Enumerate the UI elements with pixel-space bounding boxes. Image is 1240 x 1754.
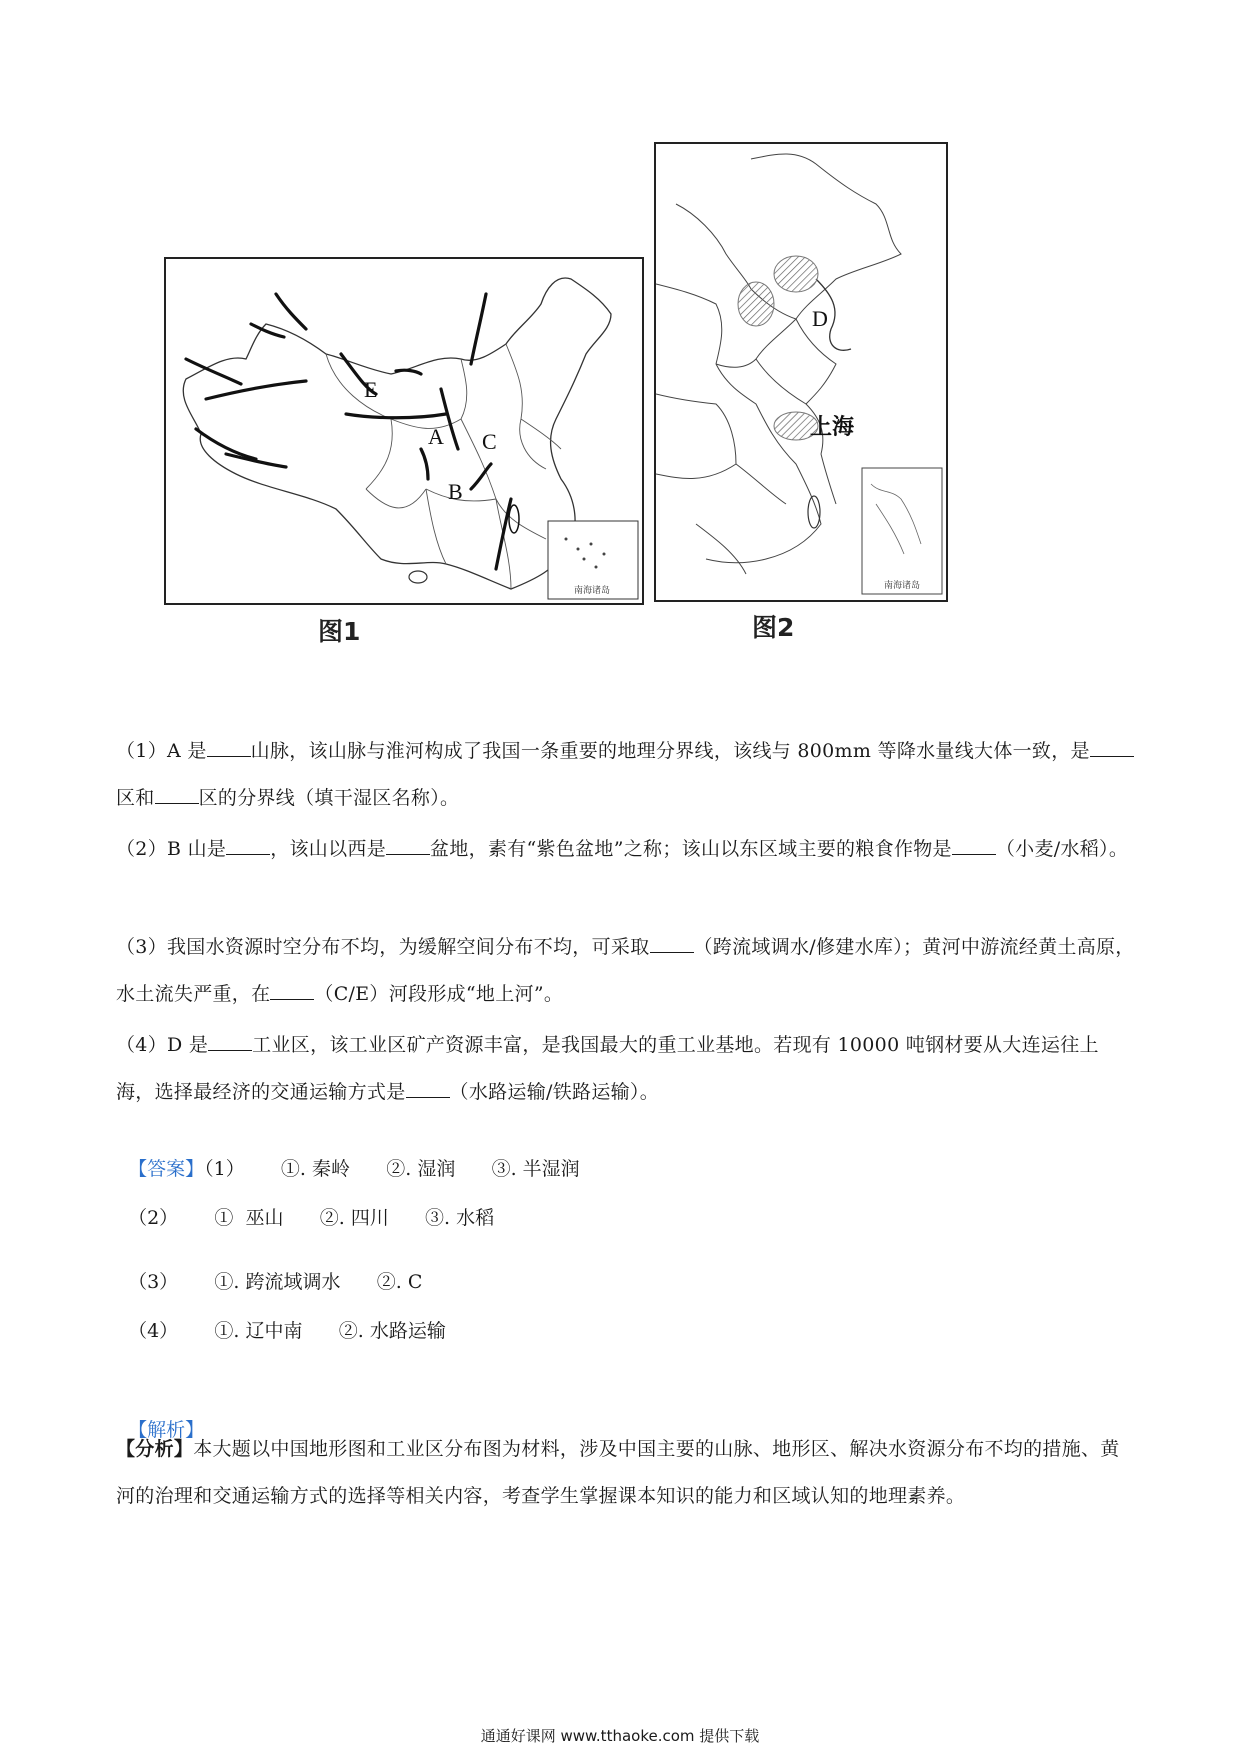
analysis-sub-tag: 【分析】 bbox=[116, 1438, 194, 1460]
q4-text-2: 工业区，该工业区矿产资源丰富，是我国最大的重工业基地。若现有 10000 吨钢材要从大连运往上海，选择最经济的交通运输方式是 bbox=[116, 1034, 1099, 1103]
q2-text-4: （小麦/水稻）。 bbox=[995, 838, 1129, 860]
figure-1-china-map bbox=[164, 257, 644, 605]
answer-1-text: （1） ①. 秦岭 ②. 湿润 ③. 半湿润 bbox=[204, 1158, 580, 1180]
q1-text-3: 是 bbox=[1070, 740, 1090, 762]
q3-text-2: （跨流域调水/修建水库）；黄河中游流经黄土高原，水土流失严重，在 bbox=[116, 936, 1135, 1005]
hatch-region-d1 bbox=[738, 282, 774, 326]
q3-blank-2 bbox=[270, 998, 314, 1000]
inset-label: 南海诸岛 bbox=[573, 586, 611, 596]
east-china-map bbox=[656, 144, 946, 600]
country-border bbox=[183, 278, 611, 589]
q1-text-5: 区的分界线（填干湿区名称）。 bbox=[198, 787, 460, 809]
label-B: B bbox=[448, 479, 463, 504]
label-shanghai: 上海 bbox=[810, 415, 855, 440]
q3-text-3: （C/E）河段形成“地上河”。 bbox=[314, 983, 564, 1005]
q4-blank-2 bbox=[406, 1096, 450, 1098]
label-A: A bbox=[428, 424, 444, 449]
answer-1 bbox=[116, 1132, 580, 1181]
answer-4 bbox=[116, 1294, 446, 1343]
answer-3-text: （3） ①. 跨流域调水 ②. C bbox=[128, 1271, 423, 1293]
q2-text-2: ，该山以西是 bbox=[270, 838, 387, 860]
taiwan-island bbox=[808, 496, 820, 528]
label-D: D bbox=[812, 306, 828, 331]
mountain-ranges bbox=[186, 294, 511, 569]
analysis-paragraph bbox=[116, 1426, 1136, 1520]
question-1 bbox=[116, 728, 1136, 822]
inset-label: 南海诸岛 bbox=[883, 581, 921, 591]
q2-text-3: 盆地，素有“紫色盆地”之称；该山以东区域主要的粮食作物是 bbox=[430, 838, 952, 860]
answer-2-text: （2） ① 巫山 ②. 四川 ③. 水稻 bbox=[128, 1207, 495, 1229]
q1-blank-1 bbox=[207, 755, 251, 757]
label-C: C bbox=[482, 429, 497, 454]
q2-blank-2 bbox=[386, 853, 430, 855]
q2-blank-1 bbox=[226, 853, 270, 855]
q4-blank-1 bbox=[208, 1049, 252, 1051]
analysis-text: 本大题以中国地形图和工业区分布图为材料，涉及中国主要的山脉、地形区、解决水资源分布不均的措施、黄河的治理和交通运输方式的选择等相关内容，考查学生掌握课本知识的能力和区域认知的地理素养。 bbox=[116, 1438, 1120, 1507]
q4-text-1: （4）D 是 bbox=[116, 1034, 209, 1056]
answer-tag: 【答案】 bbox=[128, 1158, 205, 1180]
q4-text-3: （水路运输/铁路运输）。 bbox=[449, 1081, 660, 1103]
question-2 bbox=[116, 826, 1136, 873]
q1-text-2: 山脉，该山脉与淮河构成了我国一条重要的地理分界线，该线与 800mm 等降水量线大体一致， bbox=[250, 740, 1071, 762]
figure-2-caption: 图2 bbox=[752, 613, 795, 642]
figure-2-industrial-map bbox=[654, 142, 948, 602]
taiwan-island bbox=[509, 505, 519, 533]
answer-4-text: （4） ①. 辽中南 ②. 水路运输 bbox=[128, 1320, 446, 1342]
label-E: E bbox=[364, 377, 378, 402]
q1-text-1: （1）A 是 bbox=[116, 740, 207, 762]
china-outline-map bbox=[166, 259, 642, 603]
q1-text-4: 区和 bbox=[116, 787, 155, 809]
answer-2 bbox=[116, 1181, 494, 1230]
q1-blank-3 bbox=[155, 802, 199, 804]
q2-text-1: （2）B 山是 bbox=[116, 838, 227, 860]
answer-3 bbox=[116, 1245, 422, 1294]
q2-blank-3 bbox=[952, 853, 996, 855]
figure-1-caption: 图1 bbox=[318, 617, 361, 646]
q3-text-1: （3）我国水资源时空分布不均，为缓解空间分布不均，可采取 bbox=[116, 936, 650, 958]
page-footer: 通通好课网 www.tthaoke.com 提供下载 bbox=[480, 1727, 760, 1745]
hainan-island bbox=[409, 571, 427, 583]
question-3 bbox=[116, 924, 1136, 1018]
q3-blank-1 bbox=[650, 951, 694, 953]
analysis-tag: 【解析】 bbox=[128, 1419, 205, 1441]
hatch-region-d2 bbox=[774, 256, 818, 292]
q1-blank-2 bbox=[1090, 755, 1134, 757]
question-4 bbox=[116, 1022, 1136, 1116]
